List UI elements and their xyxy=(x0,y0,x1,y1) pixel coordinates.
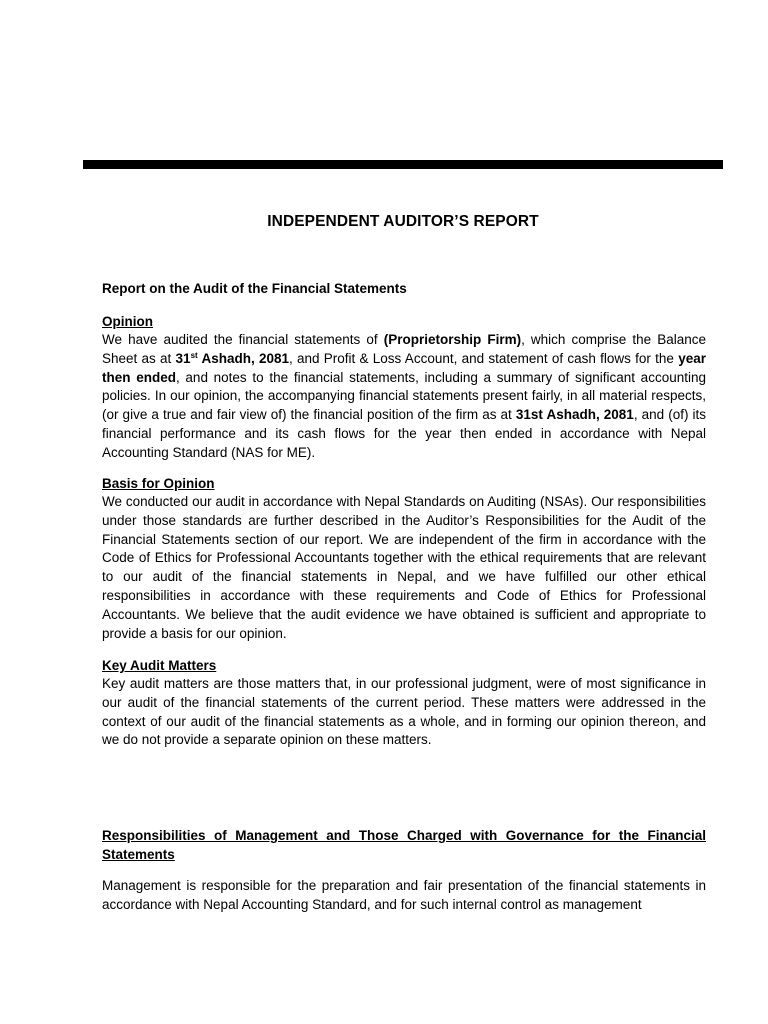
header-rule xyxy=(83,160,723,169)
document-title: INDEPENDENT AUDITOR’S REPORT xyxy=(267,213,539,230)
opinion-text-4: , and notes to the financial statements, including a summary of significant accounting policies. In our opinion, the accompanying financial statements present fairly, in all material respects, (or give a true and fair view of) the financial position of the firm as at xyxy=(102,369,706,423)
kam-heading: Key Audit Matters xyxy=(102,658,217,673)
position-date: 31st Ashadh, 2081 xyxy=(515,407,634,423)
key-audit-matters-section xyxy=(102,656,706,750)
opinion-text-1: We have audited the financial statements of xyxy=(102,332,384,347)
opinion-paragraph xyxy=(102,331,706,463)
date-rest: Ashadh, 2081 xyxy=(197,350,289,366)
kam-paragraph: Key audit matters are those matters that, in our professional judgment, were of most significance in our audit of the financial statements of the current period. These matters were addressed in the context of our audit of the financial statements as a whole, and in forming our opinion thereon, and we do not provide a separate opinion on these matters. xyxy=(102,676,706,748)
date-suffix: st xyxy=(190,350,198,360)
basis-section xyxy=(102,474,706,643)
report-subtitle: Report on the Audit of the Financial Statements xyxy=(102,281,407,296)
opinion-text-2: , which comprise the Balance Sheet as at xyxy=(102,332,706,366)
balance-sheet-date xyxy=(176,351,289,366)
opinion-section xyxy=(102,312,706,463)
opinion-text-3: , and Profit & Loss Account, and statement of cash flows for the xyxy=(289,350,679,366)
firm-name: (Proprietorship Firm) xyxy=(383,332,522,347)
opinion-heading: Opinion xyxy=(102,314,153,329)
responsibilities-paragraph: Management is responsible for the preparation and fair presentation of the financial statements in accordance with Nepal Accounting Standard, and for such internal control as management xyxy=(102,878,706,912)
responsibilities-heading: Responsibilities of Management and Those Charged with Governance for the Financial Statements xyxy=(102,828,706,862)
basis-heading: Basis for Opinion xyxy=(102,476,215,491)
responsibilities-section xyxy=(102,826,706,915)
period-text: year then ended xyxy=(102,350,706,385)
opinion-text-5: , and (of) its financial performance and its cash flows for the year then ended in accordance with Nepal Accounting Standard (NAS for ME). xyxy=(102,407,707,460)
date-day: 31 xyxy=(175,350,191,366)
basis-paragraph: We conducted our audit in accordance with Nepal Standards on Auditing (NSAs). Our responsibilities under those standards are further described in the Auditor’s Responsibilities for the Audit of the Financial Statements section of our report. We are independent of the firm in accordance with the Code of Ethics for Professional Accountants together with the ethical requirements that are relevant to our audit of the financial statements in Nepal, and we have fulfilled our other ethical responsibilities in accordance with these requirements and Code of Ethics for Professional Accountants. We believe that the audit evidence we have obtained is sufficient and appropriate to provide a basis for our opinion. xyxy=(102,494,706,641)
